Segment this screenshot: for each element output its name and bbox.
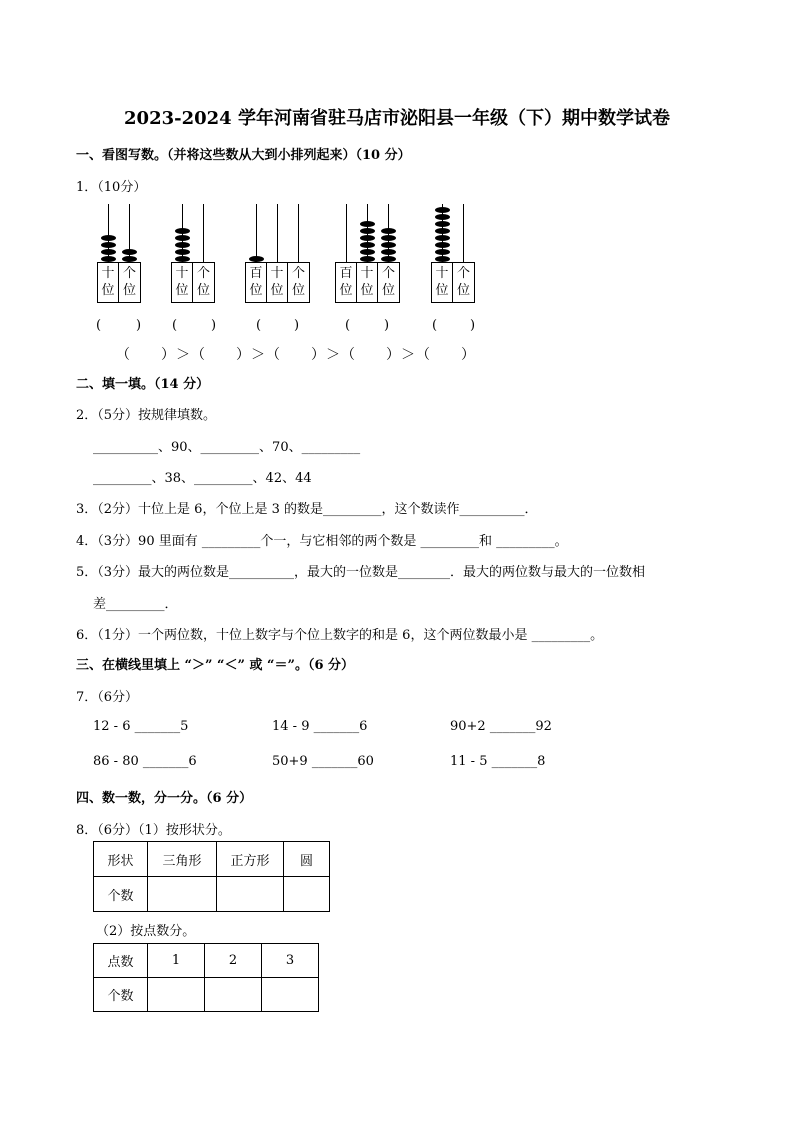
abacus-bead: [435, 221, 450, 227]
abacus-rod: [256, 204, 257, 262]
abacus-bead: [360, 228, 375, 234]
answer-paren-open: (: [432, 318, 438, 333]
abacus-place-label: 位: [101, 283, 115, 298]
compare-item: 14 - 9 _______6: [272, 719, 368, 734]
abacus-place-label: 位: [360, 283, 374, 298]
abacus-place-label: 百: [249, 266, 263, 281]
abacus-frame: [245, 262, 310, 303]
page-title: 2023-2024 学年河南省驻马店市泌阳县一年级（下）期中数学试卷: [124, 108, 670, 129]
abacus-bead: [175, 228, 190, 234]
abacus-bead: [360, 242, 375, 248]
abacus-place-cell: [193, 263, 214, 302]
abacus-bead: [435, 242, 450, 248]
abacus-4: [333, 204, 403, 304]
abacus-bead: [381, 228, 396, 234]
answer-paren-open: (: [96, 318, 102, 333]
section-4-heading: 四、数一数，分一分。（6 分）: [76, 791, 253, 806]
compare-item: 50+9 _______60: [272, 754, 374, 769]
abacus-place-label: 位: [196, 283, 210, 298]
abacus-place-cell: [246, 263, 267, 302]
abacus-place-cell: [288, 263, 309, 302]
abacus-bead: [175, 235, 190, 241]
abacus-place-label: 十: [270, 266, 284, 281]
question-8: 8．（6分）（1）按形状分。: [76, 823, 231, 838]
table-row-label: 个数: [94, 978, 148, 1012]
abacus-bead: [360, 249, 375, 255]
answer-paren-open: (: [345, 318, 351, 333]
table-header: 形状: [94, 842, 148, 877]
abacus-2: [169, 204, 219, 304]
section-1-heading: 一、看图写数。（并将这些数从大到小排列起来）（10 分）: [76, 148, 411, 163]
abacus-place-cell: [119, 263, 140, 302]
table-header: 圆: [284, 842, 330, 877]
abacus-bead: [122, 249, 137, 255]
abacus-place-label: 十: [360, 266, 374, 281]
table-header: 正方形: [217, 842, 284, 877]
abacus-frame: [97, 262, 141, 303]
table-header: 三角形: [148, 842, 217, 877]
abacus-bead: [360, 221, 375, 227]
abacus-place-label: 位: [291, 283, 305, 298]
question-3: 3．（2分）十位上是 6，个位上是 3 的数是_________，这个数读作__________．: [76, 502, 538, 517]
question-5-cont: 差_________．: [93, 597, 178, 612]
compare-item: 11 - 5 _______8: [450, 754, 546, 769]
abacus-bead: [435, 214, 450, 220]
answer-cell[interactable]: [148, 877, 217, 912]
answer-cell[interactable]: [205, 978, 262, 1012]
abacus-place-label: 位: [381, 283, 395, 298]
abacus-place-label: 位: [435, 283, 449, 298]
abacus-bead: [101, 235, 116, 241]
abacus-frame: [335, 262, 400, 303]
abacus-bead: [101, 242, 116, 248]
table-header: 1: [148, 944, 205, 978]
abacus-place-label: 十: [175, 266, 189, 281]
answer-paren-close: ): [384, 318, 390, 333]
abacus-frame: [171, 262, 215, 303]
answer-paren-close: ): [470, 318, 476, 333]
abacus-rod: [463, 204, 464, 262]
abacus-place-label: 十: [435, 266, 449, 281]
answer-paren-close: ): [211, 318, 217, 333]
abacus-bead: [435, 228, 450, 234]
abacus-place-cell: [453, 263, 474, 302]
question-8-part-2: （2）按点数分。: [96, 924, 196, 939]
abacus-place-label: 个: [122, 266, 136, 281]
abacus-bead: [101, 249, 116, 255]
abacus-place-label: 位: [122, 283, 136, 298]
dot-count-table: [93, 943, 319, 1012]
abacus-rod: [346, 204, 347, 262]
abacus-bead: [381, 235, 396, 241]
abacus-place-cell: [378, 263, 399, 302]
abacus-place-cell: [98, 263, 119, 302]
section-3-heading: 三、在横线里填上 “＞” “＜” 或 “＝”。（6 分）: [76, 658, 355, 673]
question-1: 1．（10分）: [76, 180, 147, 195]
abacus-rod: [277, 204, 278, 262]
abacus-bead: [360, 235, 375, 241]
section-2-heading: 二、填一填。（14 分）: [76, 377, 210, 392]
answer-cell[interactable]: [148, 978, 205, 1012]
abacus-place-label: 个: [381, 266, 395, 281]
answer-paren-open: (: [172, 318, 178, 333]
table-header: 2: [205, 944, 262, 978]
abacus-place-label: 位: [249, 283, 263, 298]
abacus-place-label: 个: [196, 266, 210, 281]
abacus-3: [243, 204, 313, 304]
answer-cell[interactable]: [284, 877, 330, 912]
abacus-place-label: 位: [270, 283, 284, 298]
abacus-bead: [381, 242, 396, 248]
compare-item: 12 - 6 _______5: [93, 719, 189, 734]
answer-cell[interactable]: [262, 978, 319, 1012]
answer-cell[interactable]: [217, 877, 284, 912]
abacus-place-label: 位: [339, 283, 353, 298]
question-7: 7．（6分）: [76, 690, 139, 705]
abacus-place-cell: [267, 263, 288, 302]
abacus-place-cell: [357, 263, 378, 302]
answer-paren-close: ): [294, 318, 300, 333]
abacus-place-label: 十: [101, 266, 115, 281]
abacus-bead: [435, 235, 450, 241]
abacus-place-label: 百: [339, 266, 353, 281]
abacus-bead: [381, 249, 396, 255]
abacus-bead: [175, 242, 190, 248]
answer-paren-close: ): [136, 318, 142, 333]
question-4: 4．（3分）90 里面有 _________个一，与它相邻的两个数是 _________和 _________。: [76, 534, 568, 549]
table-header: 3: [262, 944, 319, 978]
abacus-bead: [175, 249, 190, 255]
abacus-place-label: 个: [291, 266, 305, 281]
abacus-rod: [298, 204, 299, 262]
question-6: 6．（1分）一个两位数，十位上数字与个位上数字的和是 6，这个两位数最小是 _________。: [76, 628, 604, 643]
abacus-rod: [203, 204, 204, 262]
answer-paren-open: (: [256, 318, 262, 333]
question-5: 5．（3分）最大的两位数是__________，最大的一位数是________．最大的两位数与最大的一位数相: [76, 565, 646, 580]
table-header: 点数: [94, 944, 148, 978]
question-2-row-2: _________、38、_________、42、44: [93, 471, 312, 486]
question-2-row-1: __________、90、_________、70、_________: [93, 440, 361, 455]
abacus-place-cell: [172, 263, 193, 302]
table-row-label: 个数: [94, 877, 148, 912]
abacus-place-label: 个: [456, 266, 470, 281]
abacus-place-cell: [432, 263, 453, 302]
shape-count-table: [93, 841, 330, 912]
order-line: （ ）＞（ ）＞（ ）＞（ ）＞（ ）: [116, 347, 476, 363]
abacus-place-label: 位: [456, 283, 470, 298]
abacus-bead: [435, 207, 450, 213]
abacus-frame: [431, 262, 475, 303]
abacus-place-cell: [336, 263, 357, 302]
abacus-5: [429, 204, 479, 304]
compare-item: 86 - 80 _______6: [93, 754, 197, 769]
question-2: 2．（5分）按规律填数。: [76, 408, 217, 423]
abacus-bead: [435, 249, 450, 255]
abacus-1: [95, 204, 145, 304]
abacus-place-label: 位: [175, 283, 189, 298]
compare-item: 90+2 _______92: [450, 719, 552, 734]
